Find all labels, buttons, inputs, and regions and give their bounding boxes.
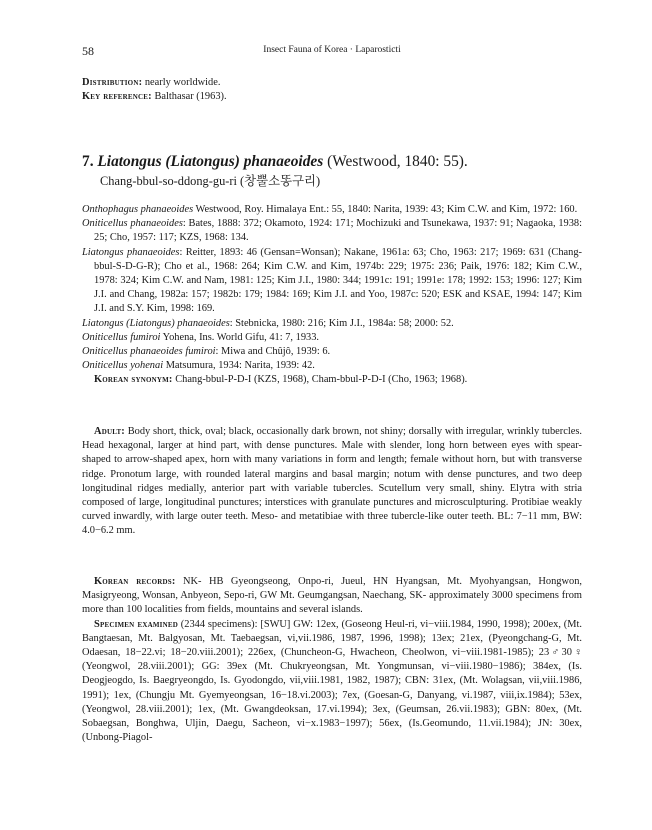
distribution-line [82,76,582,90]
species-subgenus-wrap [165,153,239,170]
adult-text: Body short, thick, oval; black, occasionally dark brown, not shiny; dorsally with irregular, wrinkly tubercles. Head hexagonal, larger at hind part, with dense punctures. Male with slender, long horn between eyes with spear-shaped to arrow-shaped apex, horn with many variations in form and length; female without horn, but with transverse ridge. Pronotum large, with rounded lateral margins and basal margin; notum with dense punctures, and two deep longitudinal ridges medially, anterior part with variable tubercles. Scutellum very small, shiny. Elytra with stria composed of large, longitudinal punctures; interstices with granulate punctures and microsculpturing. Protibiae weakly curved inwardly, with large outer teeth. Meso- and metatibiae with three tubercle-like outer teeth. BL: 7−11 mm, BW: 4.0−6.2 mm. [82,426,582,537]
korean-records [82,575,582,618]
running-title: Insect Fauna of Korea · Laparosticti [263,45,401,55]
specimens-examined [82,618,582,746]
key-reference-text: Balthasar (1963). [151,91,227,103]
korean-records-text: NK- HB Gyeongseong, Onpo-ri, Jueul, HN Hyangsan, Mt. Myohyangsan, Hongwon, Masigryeong, Wonsan, Anbyeon, Sepo-ri, GW Mt. Geumgangsan, Naechang, SK- approximately 3000 specimens from more than 100 localities from fields, mountains and several islands. [82,576,582,616]
species-number: 7. [82,153,94,170]
adult-description [82,425,582,539]
species-heading [82,152,582,190]
synonym-text: : Bates, 1888: 372; Okamoto, 1924: 171; Mochizuki and Tsunekawa, 1937: 91; Nagaoka, 1938: 25; Cho, 1957: 117; KZS, 1968: 134. [94,218,582,244]
korean-synonym-line [82,373,582,387]
species-author: (Westwood, 1840: 55). [327,153,468,170]
synonym-entry [82,317,582,331]
adult-label: Adult: [94,426,125,437]
synonym-text: Yohena, Ins. World Gifu, 41: 7, 1933. [160,331,320,343]
korean-records-label: Korean records: [94,576,176,587]
synonym-name: Oniticellus phanaeoides fumiroi [82,346,216,358]
synonym-text: : Miwa and Chûjô, 1939: 6. [215,346,331,358]
page-number: 58 [82,44,94,58]
synonym-entry [82,246,582,317]
synonym-name: Oniticellus yohenai [82,360,164,372]
species-title [82,152,582,172]
distribution-block [82,76,582,104]
species-subgenus: (Liatongus) [165,153,240,170]
synonym-name: Oniticellus fumiroi [82,331,161,343]
korean-name: Chang-bbul-so-ddong-gu-ri (창뿔소똥구리) [100,174,321,188]
synonym-name: Oniticellus phanaeoides [82,218,183,230]
synonym-entry [82,331,582,345]
synonym-entry [82,203,582,217]
korean-synonym-label: Korean synonym: [94,374,173,386]
species-genus: Liatongus [97,153,162,170]
synonym-entry [82,345,582,359]
synonym-entry [82,217,582,245]
specimens-label: Specimen examined [94,618,178,630]
key-reference-label: Key reference: [82,91,152,103]
species-epithet: phanaeoides [243,153,324,170]
distribution-label: Distribution: [82,77,143,88]
distribution-text: nearly worldwide. [142,77,221,88]
synonym-list [82,203,582,388]
synonym-text: Westwood, Roy. Himalaya Ent.: 55, 1840: Narita, 1939: 43; Kim C.W. and Kim, 1972: 160. [193,204,578,215]
key-reference-line [82,90,582,104]
page-header [82,44,582,60]
synonym-text: : Reitter, 1893: 46 (Gensan=Wonsan); Nakane, 1961a: 63; Cho, 1963: 217; 1969: 631 (Chang-bbul-S-D-G-R); Cho et al., 1968: 264; Kim C.W. and Kim, 1974b: 229; 1975: 236; Paik, 1976: 182; Kim C.W., 1978: 324; Kim C.W. and Nam, 1981: 125; Kim J.I., 1980: 344; 1991c: 191; 1991e: 178; 1992: 153; 1996: 127; Kim J.I. and Chang, 1982a: 157; 1982b: 179; 1984: 169; Kim J.I. and Yoo, 1987c: 520; ESK and KSAE, 1994: 147; Kim J.I. and S.Y. Kim, 1998: 169. [94,246,582,315]
synonym-name: Liatongus (Liatongus) phanaeoides [82,317,230,329]
synonym-name: Onthophagus phanaeoides [82,204,194,215]
synonym-entry [82,359,582,373]
synonym-name: Liatongus phanaeoides [82,246,180,258]
synonym-text: Matsumura, 1934: Narita, 1939: 42. [163,360,315,372]
synonym-text: : Stebnicka, 1980: 216; Kim J.I., 1984a: 58; 2000: 52. [229,317,454,329]
specimens-text: (2344 specimens): [SWU] GW: 12ex, (Goseong Heul-ri, vi−viii.1984, 1990, 1998); 200ex, (Mt. Bangtaesan, Mt. Balgyosan, Mt. Taebaegsan, vi,vii.1986, 1987, 1996, 1998); 13ex; 21ex, (Pyeongchang-G, Mt. Odaesan, 18−22.vi; 18−20.viii.2001); 226ex, (Chuncheon-G, Hwacheon, Cheolwon, vi−viii.1981-1985); 23♂30♀ (Yeongwol, 28.viii.2001); GG: 39ex (Mt. Chukryeongsan, Mt. Yongmunsan, vi−viii.1980−1986); 384ex, (Is. Deogjeogdo, Is. Baegryeongdo, Is. Gyodongdo, vii,viii.1981, 1982, 1987); CBN: 31ex, (Mt. Wolagsan, vii,viii.1986, 1991); 1ex, (Chungju Mt. Gyemyeongsan, 16−18.vi.2003); 7ex, (Goesan-G, Danyang, vi.1987, viii,ix.1984); 53ex, (Yeongwol, 28.viii.2001); 1ex, (Mt. Gwangdeoksan, 17.vi.1994); 3ex, (Geumsan, 26.vii.1983); GBN: 80ex, (Mt. Sobaegsan, Bonghwa, Uljin, Daegu, Sacheon, vi−x.1983−1997); 56ex, (Is.Geomundo, 11.vii.1984); JN: 30ex, (Unbong-Piagol- [82,618,582,744]
records-block [82,575,582,745]
korean-synonym-text: Chang-bbul-P-D-I (KZS, 1968), Cham-bbul-P-D-I (Cho, 1963; 1968). [172,374,468,386]
